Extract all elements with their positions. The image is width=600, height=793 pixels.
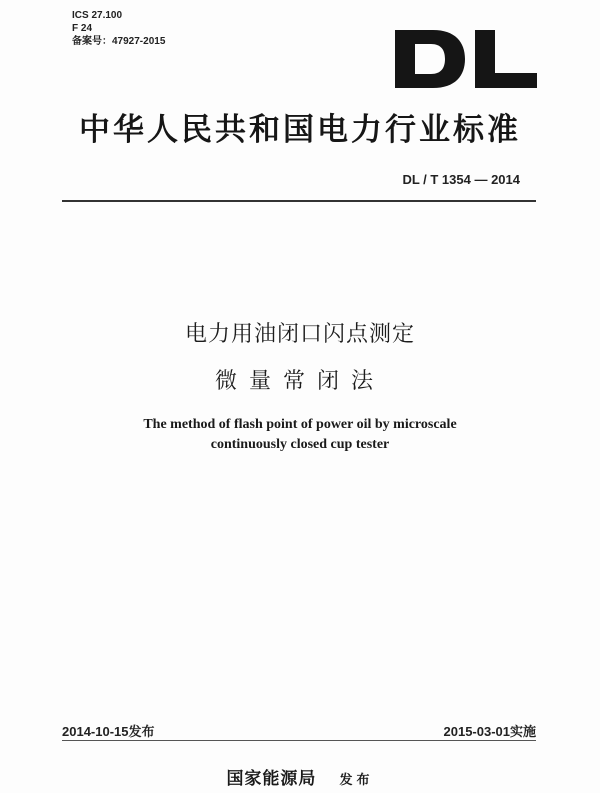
publisher-action: 发布 <box>339 773 374 788</box>
ccs-code: F 24 <box>72 23 93 34</box>
dl-logo-letter-d <box>395 30 465 88</box>
dl-logo <box>393 28 539 90</box>
publisher-line <box>0 764 600 789</box>
ics-code: ICS 27.100 <box>72 10 123 21</box>
classification-block <box>72 9 165 48</box>
publisher-organization: 国家能源局 <box>226 769 317 789</box>
standard-category-title: 中华人民共和国电力行业标准 <box>79 112 521 148</box>
english-title-line-2: continuously closed cup tester <box>210 437 390 452</box>
record-number: 备案号：47927-2015 <box>72 36 166 47</box>
footer-divider <box>62 740 536 741</box>
header-divider <box>62 200 536 202</box>
chinese-title-line-2: 微量常闭法 <box>214 369 385 394</box>
english-title <box>0 415 600 455</box>
issue-date: 2014-10-15发布 <box>62 724 155 739</box>
implementation-date: 2015-03-01实施 <box>443 724 536 739</box>
standard-number: DL / T 1354 — 2014 <box>402 172 520 187</box>
dl-logo-letter-l <box>475 30 537 88</box>
chinese-title-line-1: 电力用油闭口闪点测定 <box>184 322 415 347</box>
english-title-line-1: The method of flash point of power oil by microscale <box>143 417 457 432</box>
